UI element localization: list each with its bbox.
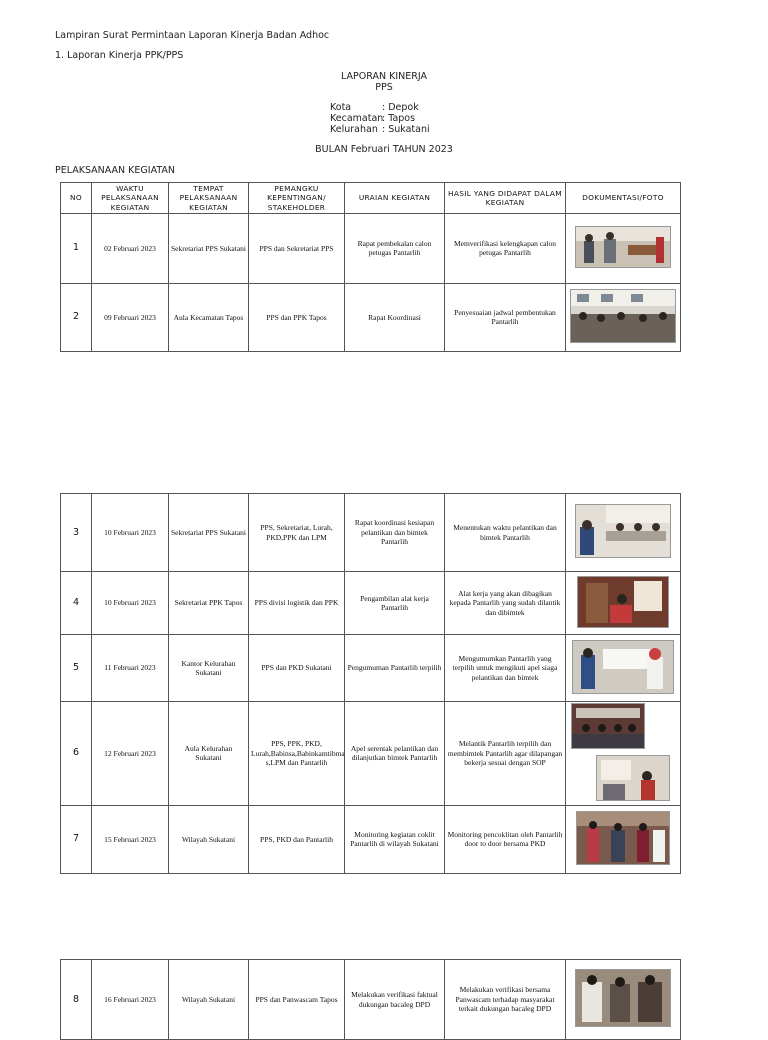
cell-waktu: 02 Februari 2023: [92, 213, 169, 283]
table-row: [61, 805, 681, 873]
report-subtitle: PPS: [375, 82, 393, 93]
location-kecamatan: [330, 113, 415, 124]
cell-uraian: Rapat Koordinasi: [345, 283, 445, 351]
cell-no: 8: [61, 960, 92, 1040]
activity-table-part-1: [60, 182, 681, 352]
table-row: [61, 960, 681, 1040]
cell-pemangku: PPS, Sekretariat, Lurah, PKD,PPK dan LPM: [249, 494, 345, 572]
section-heading: 1. Laporan Kinerja PPK/PPS: [55, 50, 184, 61]
cell-no: 2: [61, 283, 92, 351]
location-kota: [330, 102, 419, 113]
header-uraian: URAIAN KEGIATAN: [345, 183, 445, 214]
cell-pemangku: PPS dan PPK Tapos: [249, 283, 345, 351]
cell-dokumentasi: [566, 960, 681, 1040]
cell-no: 4: [61, 572, 92, 635]
location-kelurahan: [330, 124, 430, 135]
cell-uraian: Rapat pembekalan calon petugas Pantarlih: [345, 213, 445, 283]
cell-no: 3: [61, 494, 92, 572]
activity-photo: [571, 703, 645, 749]
cell-uraian: Melakukan verifikasi faktual dukungan bacaleg DPD: [345, 960, 445, 1040]
cell-uraian: Pengambilan alat kerja Pantarlih: [345, 572, 445, 635]
cell-tempat: Kantor Kelurahan Sukatani: [169, 635, 249, 702]
cell-pemangku: PPS, PKD dan Pantarlih: [249, 805, 345, 873]
cell-dokumentasi: [566, 572, 681, 635]
cell-tempat: Sekretariat PPK Tapos: [169, 572, 249, 635]
activity-photo: [575, 226, 671, 268]
header-waktu: WAKTU PELAKSANAAN KEGIATAN: [92, 183, 169, 214]
cell-hasil: Menentukan waktu pelantikan dan bimtek Pantarlih: [445, 494, 566, 572]
kota-value: : Depok: [382, 102, 419, 113]
cell-hasil: Alat kerja yang akan dibagikan kepada Pantarlih yang sudah dilantik dan dibimtek: [445, 572, 566, 635]
kelurahan-label: Kelurahan: [330, 124, 378, 135]
cell-waktu: 12 Februari 2023: [92, 702, 169, 806]
cell-uraian: Apel serentak pelantikan dan dilanjutkan bimtek Pantarlih: [345, 702, 445, 806]
header-dokumentasi: DOKUMENTASI/FOTO: [566, 183, 681, 214]
activity-photo: [575, 969, 671, 1027]
activity-photo: [577, 576, 669, 628]
activity-photo: [596, 755, 670, 801]
table-row: [61, 702, 681, 806]
cell-pemangku: PPS dan Sekretariat PPS: [249, 213, 345, 283]
section-label: PELAKSANAAN KEGIATAN: [55, 165, 175, 176]
cell-tempat: Wilayah Sukatani: [169, 960, 249, 1040]
kelurahan-value: : Sukatani: [382, 124, 430, 135]
cell-hasil: Melakukan verifikasi bersama Panwascam terhadap masyarakat terkait dukungan bacaleg DPD: [445, 960, 566, 1040]
cell-waktu: 10 Februari 2023: [92, 572, 169, 635]
cell-waktu: 15 Februari 2023: [92, 805, 169, 873]
table-row: [61, 635, 681, 702]
header-pemangku: PEMANGKU KEPENTINGAN/ STAKEHOLDER: [249, 183, 345, 214]
cell-pemangku: PPS dan PKD Sukatani: [249, 635, 345, 702]
cell-dokumentasi: [566, 635, 681, 702]
table-header-row: [61, 183, 681, 214]
cell-waktu: 10 Februari 2023: [92, 494, 169, 572]
cell-hasil: Memverifikasi kelengkapan calon petugas Pantarlih: [445, 213, 566, 283]
cell-dokumentasi: [566, 283, 681, 351]
cell-pemangku: PPS dan Panwascam Tapos: [249, 960, 345, 1040]
kecamatan-value: : Tapos: [382, 113, 416, 124]
cell-tempat: Wilayah Sukatani: [169, 805, 249, 873]
header-no: NO: [61, 183, 92, 214]
cell-hasil: Melantik Pantarlih terpilih dan membimtek Pantarlih agar dilapangan bekerja sesuai dengan SOP: [445, 702, 566, 806]
cell-no: 1: [61, 213, 92, 283]
cell-no: 6: [61, 702, 92, 806]
cell-dokumentasi: [566, 213, 681, 283]
cell-hasil: Penyesuaian jadwal pembentukan Pantarlih: [445, 283, 566, 351]
cell-hasil: Monitoring pencoklitan oleh Pantarlih door to door bersama PKD: [445, 805, 566, 873]
cell-no: 5: [61, 635, 92, 702]
activity-photo: [572, 640, 674, 694]
header-tempat: TEMPAT PELAKSANAAN KEGIATAN: [169, 183, 249, 214]
table-row: [61, 283, 681, 351]
activity-table-part-3: [60, 959, 681, 1040]
report-title: LAPORAN KINERJA: [341, 71, 427, 82]
cell-uraian: Rapat koordinasi kesiapan pelantikan dan bimtek Pantarlih: [345, 494, 445, 572]
report-period: BULAN Februari TAHUN 2023: [315, 144, 453, 155]
cell-tempat: Sekretariat PPS Sukatani: [169, 494, 249, 572]
table-row: [61, 213, 681, 283]
cell-dokumentasi: [566, 494, 681, 572]
kecamatan-label: Kecamatan: [330, 113, 384, 124]
header-hasil: HASIL YANG DIDAPAT DALAM KEGIATAN: [445, 183, 566, 214]
cell-waktu: 11 Februari 2023: [92, 635, 169, 702]
kota-label: Kota: [330, 102, 352, 113]
table-row: [61, 572, 681, 635]
cell-tempat: Aula Kelurahan Sukatani: [169, 702, 249, 806]
activity-table-part-2: [60, 493, 681, 874]
cell-uraian: Monitoring kegiatan coklit Pantarlih di wilayah Sukatani: [345, 805, 445, 873]
cell-waktu: 09 Februari 2023: [92, 283, 169, 351]
attachment-line: Lampiran Surat Permintaan Laporan Kinerja Badan Adhoc: [55, 30, 330, 41]
cell-dokumentasi: [566, 702, 681, 806]
cell-pemangku: PPS, PPK, PKD, Lurah,Babinsa,Babinkamtibma s,LPM dan Pantarlih: [249, 702, 345, 806]
cell-uraian: Pengumuman Pantarlih terpilih: [345, 635, 445, 702]
activity-photo: [576, 811, 670, 865]
cell-tempat: Aula Kecamatan Tapos: [169, 283, 249, 351]
activity-photo: [570, 289, 676, 343]
cell-waktu: 16 Februari 2023: [92, 960, 169, 1040]
cell-dokumentasi: [566, 805, 681, 873]
activity-photo: [575, 504, 671, 558]
cell-pemangku: PPS divisi logistik dan PPK: [249, 572, 345, 635]
cell-no: 7: [61, 805, 92, 873]
cell-tempat: Sekretariat PPS Sukatani: [169, 213, 249, 283]
cell-hasil: Mengumumkan Pantarlih yang terpilih untuk mengikuti apel siaga pelantikan dan bimtek: [445, 635, 566, 702]
table-row: [61, 494, 681, 572]
